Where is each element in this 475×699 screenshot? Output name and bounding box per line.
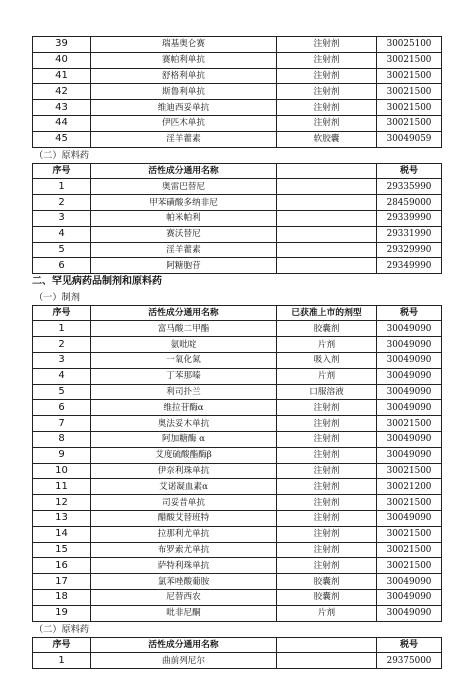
ingredient-name-cell: 尼替西农: [91, 590, 277, 606]
table-row: [33, 384, 442, 400]
tariff-code-cell: 29375000: [377, 653, 442, 669]
ingredient-name-cell: 艾度硫酸酯酶β: [91, 447, 277, 463]
table-row: [33, 210, 442, 226]
ingredient-name-cell: 司妥昔单抗: [91, 495, 277, 511]
ingredient-name-cell: 瑞基奥仑赛: [91, 37, 277, 53]
dosage-form-cell: 注射剂: [277, 558, 377, 574]
serial-cell: 3: [33, 210, 91, 226]
table-row: [33, 68, 442, 84]
dosage-form-cell: 注射剂: [277, 100, 377, 116]
rare-disease-preparations-table: [32, 305, 442, 622]
tariff-code-cell: 30021500: [377, 558, 442, 574]
table-row: [33, 463, 442, 479]
dosage-form-cell: 注射剂: [277, 526, 377, 542]
ingredient-name-cell: 赛帕利单抗: [91, 52, 277, 68]
table-row: [33, 447, 442, 463]
empty-cell: [277, 653, 377, 669]
ingredient-name-cell: 艾诺凝血素α: [91, 479, 277, 495]
dosage-form-cell: 吸入剂: [277, 353, 377, 369]
header-ingredient-name: 活性成分通用名称: [91, 637, 277, 653]
header-empty: [277, 637, 377, 653]
ingredient-name-cell: 舒格利单抗: [91, 68, 277, 84]
header-ingredient-name: 活性成分通用名称: [91, 163, 277, 179]
table-row: [33, 242, 442, 258]
dosage-form-cell: 注射剂: [277, 495, 377, 511]
serial-cell: 40: [33, 52, 91, 68]
dosage-form-cell: 注射剂: [277, 511, 377, 527]
tariff-code-cell: 30049090: [377, 605, 442, 621]
serial-cell: 6: [33, 400, 91, 416]
tariff-code-cell: 30049090: [377, 353, 442, 369]
table-row: [33, 258, 442, 274]
serial-cell: 13: [33, 511, 91, 527]
serial-cell: 8: [33, 432, 91, 448]
dosage-form-cell: 注射剂: [277, 479, 377, 495]
ingredient-name-cell: 淫羊藿素: [91, 242, 277, 258]
dosage-form-cell: 片剂: [277, 337, 377, 353]
table-row: [33, 495, 442, 511]
ingredient-name-cell: 丁苯那嗪: [91, 368, 277, 384]
ingredient-name-cell: 阿加糖酶 α: [91, 432, 277, 448]
serial-cell: 9: [33, 447, 91, 463]
empty-cell: [277, 179, 377, 195]
ingredient-name-cell: 伊匹木单抗: [91, 115, 277, 131]
serial-cell: 12: [33, 495, 91, 511]
tariff-code-cell: 30021500: [377, 100, 442, 116]
serial-cell: 4: [33, 368, 91, 384]
table-row: [33, 511, 442, 527]
table-row: [33, 37, 442, 53]
serial-cell: 5: [33, 242, 91, 258]
ingredient-name-cell: 帕米帕利: [91, 210, 277, 226]
dosage-form-cell: 注射剂: [277, 432, 377, 448]
table-row: [33, 337, 442, 353]
serial-cell: 10: [33, 463, 91, 479]
tariff-code-cell: 30021500: [377, 495, 442, 511]
serial-cell: 43: [33, 100, 91, 116]
table-row: [33, 52, 442, 68]
tariff-code-cell: 30049090: [377, 321, 442, 337]
ingredient-name-cell: 一氧化氮: [91, 353, 277, 369]
ingredient-name-cell: 赛沃替尼: [91, 226, 277, 242]
tariff-code-cell: 30021500: [377, 416, 442, 432]
table-row: [33, 131, 442, 147]
raw-materials-table: [32, 163, 442, 275]
table-header-row: [33, 305, 442, 321]
empty-cell: [277, 210, 377, 226]
tariff-code-cell: 30049090: [377, 384, 442, 400]
tariff-code-cell: 30021500: [377, 526, 442, 542]
ingredient-name-cell: 吡非尼酮: [91, 605, 277, 621]
dosage-form-cell: 胶囊剂: [277, 590, 377, 606]
ingredient-name-cell: 阿糖胞苷: [91, 258, 277, 274]
dosage-form-cell: 注射剂: [277, 463, 377, 479]
header-serial: 序号: [33, 305, 91, 321]
dosage-form-cell: 软胶囊: [277, 131, 377, 147]
dosage-form-cell: 注射剂: [277, 37, 377, 53]
dosage-form-cell: 胶囊剂: [277, 574, 377, 590]
ingredient-name-cell: 斯鲁利单抗: [91, 84, 277, 100]
ingredient-name-cell: 淫羊藿素: [91, 131, 277, 147]
subsection-title-raw-materials-2: （二）原料药: [34, 623, 90, 635]
table-row: [33, 542, 442, 558]
section-title-rare-disease: 二、罕见病药品制剂和原料药: [32, 276, 162, 288]
header-empty: [277, 163, 377, 179]
subsection-title-preparations: （一）制剂: [34, 291, 80, 303]
serial-cell: 4: [33, 226, 91, 242]
table-row: [33, 179, 442, 195]
table-row: [33, 226, 442, 242]
ingredient-name-cell: 曲前列尼尔: [91, 653, 277, 669]
dosage-form-cell: 注射剂: [277, 416, 377, 432]
table-row: [33, 416, 442, 432]
table-row: [33, 115, 442, 131]
serial-cell: 16: [33, 558, 91, 574]
empty-cell: [277, 195, 377, 211]
table-header-row: [33, 163, 442, 179]
tariff-code-cell: 30049090: [377, 447, 442, 463]
table-row: [33, 100, 442, 116]
tariff-code-cell: 28459000: [377, 195, 442, 211]
table-row: [33, 653, 442, 669]
dosage-form-cell: 注射剂: [277, 447, 377, 463]
serial-cell: 6: [33, 258, 91, 274]
tariff-code-cell: 29349990: [377, 258, 442, 274]
tariff-code-cell: 30049090: [377, 337, 442, 353]
tariff-code-cell: 29335990: [377, 179, 442, 195]
tariff-code-cell: 30025100: [377, 37, 442, 53]
serial-cell: 1: [33, 321, 91, 337]
serial-cell: 19: [33, 605, 91, 621]
serial-cell: 14: [33, 526, 91, 542]
tariff-code-cell: 30021500: [377, 542, 442, 558]
tariff-code-cell: 29329990: [377, 242, 442, 258]
table-row: [33, 353, 442, 369]
serial-cell: 17: [33, 574, 91, 590]
subsection-title-raw-materials: （二）原料药: [34, 149, 90, 161]
ingredient-name-cell: 醋酸艾替班特: [91, 511, 277, 527]
empty-cell: [277, 226, 377, 242]
tariff-code-cell: 29339990: [377, 210, 442, 226]
serial-cell: 2: [33, 337, 91, 353]
tariff-code-cell: 30049090: [377, 400, 442, 416]
empty-cell: [277, 242, 377, 258]
ingredient-name-cell: 伊奈利珠单抗: [91, 463, 277, 479]
table-row: [33, 526, 442, 542]
dosage-form-cell: 注射剂: [277, 542, 377, 558]
serial-cell: 11: [33, 479, 91, 495]
table-row: [33, 605, 442, 621]
dosage-form-cell: 口服溶液: [277, 384, 377, 400]
ingredient-name-cell: 布罗索尤单抗: [91, 542, 277, 558]
rare-disease-raw-materials-table: [32, 637, 442, 670]
serial-cell: 2: [33, 195, 91, 211]
ingredient-name-cell: 氨吡啶: [91, 337, 277, 353]
header-ingredient-name: 活性成分通用名称: [91, 305, 277, 321]
table-header-row: [33, 637, 442, 653]
header-serial: 序号: [33, 163, 91, 179]
tariff-code-cell: 30021500: [377, 115, 442, 131]
tariff-code-cell: 30021200: [377, 479, 442, 495]
serial-cell: 18: [33, 590, 91, 606]
ingredient-name-cell: 奥法妥木单抗: [91, 416, 277, 432]
dosage-form-cell: 注射剂: [277, 115, 377, 131]
serial-cell: 44: [33, 115, 91, 131]
tariff-code-cell: 30021500: [377, 463, 442, 479]
dosage-form-cell: 注射剂: [277, 52, 377, 68]
header-tariff-code: 税号: [377, 163, 442, 179]
header-dosage-form: 已获准上市的剂型: [277, 305, 377, 321]
tariff-code-cell: 30021500: [377, 52, 442, 68]
header-tariff-code: 税号: [377, 637, 442, 653]
ingredient-name-cell: 维拉苷酶α: [91, 400, 277, 416]
table-row: [33, 479, 442, 495]
serial-cell: 7: [33, 416, 91, 432]
tariff-code-cell: 30049090: [377, 368, 442, 384]
tariff-code-cell: 30049090: [377, 590, 442, 606]
ingredient-name-cell: 氯苯唑酸葡胺: [91, 574, 277, 590]
table-row: [33, 195, 442, 211]
dosage-form-cell: 片剂: [277, 605, 377, 621]
ingredient-name-cell: 拉那利尤单抗: [91, 526, 277, 542]
table-row: [33, 368, 442, 384]
tariff-code-cell: 30049090: [377, 574, 442, 590]
ingredient-name-cell: 奥雷巴替尼: [91, 179, 277, 195]
table-row: [33, 574, 442, 590]
ingredient-name-cell: 维迪西妥单抗: [91, 100, 277, 116]
dosage-form-cell: 片剂: [277, 368, 377, 384]
ingredient-name-cell: 甲苯磺酸多纳非尼: [91, 195, 277, 211]
header-tariff-code: 税号: [377, 305, 442, 321]
document-page: [32, 36, 441, 669]
dosage-form-cell: 注射剂: [277, 68, 377, 84]
table-row: [33, 558, 442, 574]
serial-cell: 42: [33, 84, 91, 100]
dosage-form-cell: 注射剂: [277, 400, 377, 416]
ingredient-name-cell: 利司扑兰: [91, 384, 277, 400]
table-row: [33, 400, 442, 416]
serial-cell: 5: [33, 384, 91, 400]
serial-cell: 15: [33, 542, 91, 558]
serial-cell: 1: [33, 179, 91, 195]
serial-cell: 39: [33, 37, 91, 53]
tariff-code-cell: 30021500: [377, 68, 442, 84]
tariff-code-cell: 30049090: [377, 432, 442, 448]
table-row: [33, 84, 442, 100]
dosage-form-cell: 胶囊剂: [277, 321, 377, 337]
tariff-code-cell: 30021500: [377, 84, 442, 100]
drug-table-continued: [32, 36, 442, 148]
tariff-code-cell: 30049059: [377, 131, 442, 147]
ingredient-name-cell: 富马酸二甲酯: [91, 321, 277, 337]
tariff-code-cell: 30049090: [377, 511, 442, 527]
serial-cell: 3: [33, 353, 91, 369]
serial-cell: 45: [33, 131, 91, 147]
empty-cell: [277, 258, 377, 274]
header-serial: 序号: [33, 637, 91, 653]
dosage-form-cell: 注射剂: [277, 84, 377, 100]
table-row: [33, 590, 442, 606]
table-row: [33, 321, 442, 337]
serial-cell: 41: [33, 68, 91, 84]
ingredient-name-cell: 萨特利珠单抗: [91, 558, 277, 574]
tariff-code-cell: 29331990: [377, 226, 442, 242]
serial-cell: 1: [33, 653, 91, 669]
table-row: [33, 432, 442, 448]
